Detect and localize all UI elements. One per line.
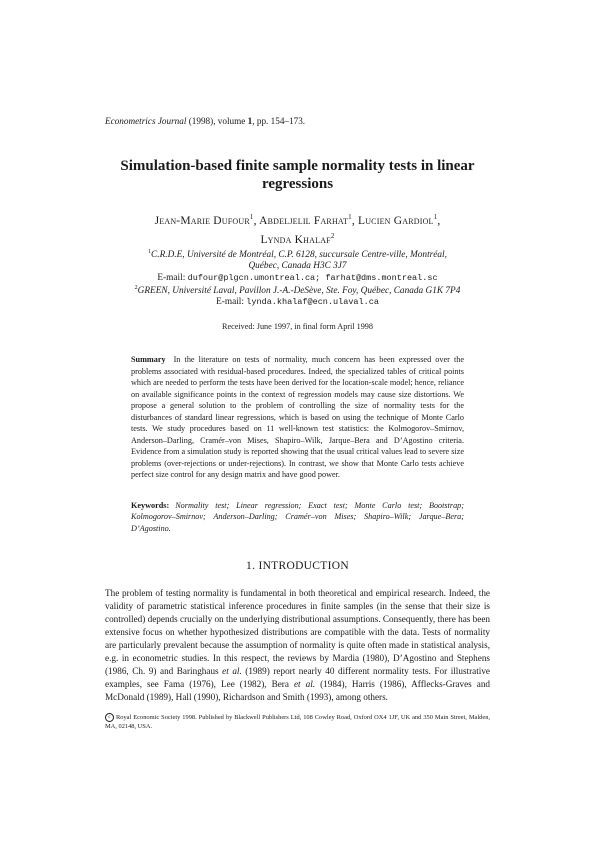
- journal-citation: [105, 116, 305, 126]
- affiliation-mark: 1: [148, 249, 152, 255]
- journal-volume-number: 1: [247, 116, 253, 126]
- author-name: Jean-Marie Dufour: [154, 214, 250, 227]
- author-list: [95, 210, 500, 248]
- affiliation-text: Québec, Canada H3C 3J7: [248, 261, 347, 272]
- received-date: Received: June 1997, in final form April 1998: [222, 322, 373, 331]
- email-address: dufour@plgcn.umontreal.ca; farhat@dms.montreal.sc: [187, 272, 438, 283]
- affiliation-2: [95, 283, 500, 309]
- abstract-label: Summary: [131, 355, 166, 364]
- journal-year-volume: (1998), volume: [188, 116, 246, 126]
- journal-pages: , pp. 154–173.: [252, 116, 306, 126]
- copyright-icon: c: [105, 713, 114, 722]
- author-name: Lynda Khalaf: [260, 233, 331, 246]
- et-al: et al.: [222, 666, 242, 676]
- body-text-part: The problem of testing normality is fundamental in both theoretical and empirical research. Indeed, the validity of parametric statistical inference procedures in finite samples (in the sense that their size is controlled) depends crucially on the underlying distributional assumptions. Consequently, there has been extensive focus on whether hypothesized distributions are compatible with the data. Tests of normality are particularly prevalent because the assumption of normality is quite often made in statistical analysis, e.g. in econometric studies. In this respect, the reviews by Mardia (1980), D’Agostino and Stephens (1986, Ch. 9) and Baringhaus: [105, 588, 490, 676]
- author-name: Abdeljelil Farhat: [259, 214, 349, 227]
- author-separator: ,: [351, 214, 358, 227]
- author-affiliation-mark: 1: [433, 213, 438, 221]
- keywords-label: Keywords:: [131, 501, 170, 510]
- journal-name: Econometrics Journal: [105, 116, 187, 126]
- affiliation-1: [95, 247, 500, 284]
- abstract: [131, 354, 464, 481]
- affiliation-mark: 2: [134, 285, 138, 291]
- author-affiliation-mark: 1: [249, 213, 254, 221]
- copyright-text: Royal Economic Society 1998. Published by Blackwell Publishers Ltd, 108 Cowley Road, Oxford OX4 1JF, UK and 350 Main Street, Malden, MA, 02148, USA.: [105, 714, 490, 731]
- paper-title: Simulation-based finite sample normality tests in linear regressions: [120, 158, 475, 192]
- author-separator: ,: [437, 214, 441, 227]
- email-label: E-mail:: [157, 272, 188, 283]
- section-heading: 1. INTRODUCTION: [246, 560, 349, 572]
- author-name: Lucien Gardiol: [357, 214, 434, 227]
- et-al: et al.: [293, 679, 316, 689]
- affiliation-text: C.R.D.E, Université de Montréal, C.P. 6128, succursale Centre-ville, Montréal,: [151, 250, 447, 261]
- abstract-text: In the literature on tests of normality, much concern has been expressed over the problems associated with residual-based procedures. Indeed, the specialized tables of critical points which are needed to perform the tests have been derived for the location-scale model; hence, reliance on available significance points in the context of regression models may cause size distortions. We propose a general solution to the problem of controlling the size of normality tests for the disturbances of standard linear regressions, which is based on using the technique of Monte Carlo tests. We study procedures based on 11 well-known test statistics: the Kolmogorov–Smirnov, Anderson–Darling, Cramér–von Mises, Shapiro–Wilk, Jarque–Bera and D’Agostino criteria. Evidence from a simulation study is reported showing that the usual critical values lead to severe size problems (over-rejections or under-rejections). In contrast, we show that Monte Carlo tests achieve perfect size control for any design matrix and have good power.: [131, 355, 464, 479]
- body-paragraph: [105, 587, 490, 704]
- keywords: [131, 500, 464, 534]
- email-address: lynda.khalaf@ecn.ulaval.ca: [246, 297, 379, 308]
- author-affiliation-mark: 1: [348, 213, 352, 221]
- keywords-text: Normality test; Linear regression; Exact test; Monte Carlo test; Bootstrap; Kolmogorov–Smirnov; Anderson–Darling; Cramér–von Mises; Shapiro–Wilk; Jarque–Bera; D’Agostino.: [131, 501, 464, 533]
- affiliation-text: GREEN, Université Laval, Pavillon J.-A.-DeSève, Ste. Foy, Québec, Canada G1K 7P4: [137, 286, 461, 297]
- email-label: E-mail:: [216, 297, 247, 308]
- body-text-part: (1989) report nearly 40 different normality tests. For illustrative examples, see Fama (1976), Lee (1982), Bera: [105, 666, 490, 689]
- author-affiliation-mark: 2: [330, 231, 335, 240]
- copyright-notice: [105, 713, 490, 732]
- author-separator: ,: [253, 214, 260, 227]
- body-text-part: (1984), Harris (1986), Afflecks-Graves and McDonald (1989), Hall (1990), Richardson and Smith (1993), among others.: [105, 679, 491, 702]
